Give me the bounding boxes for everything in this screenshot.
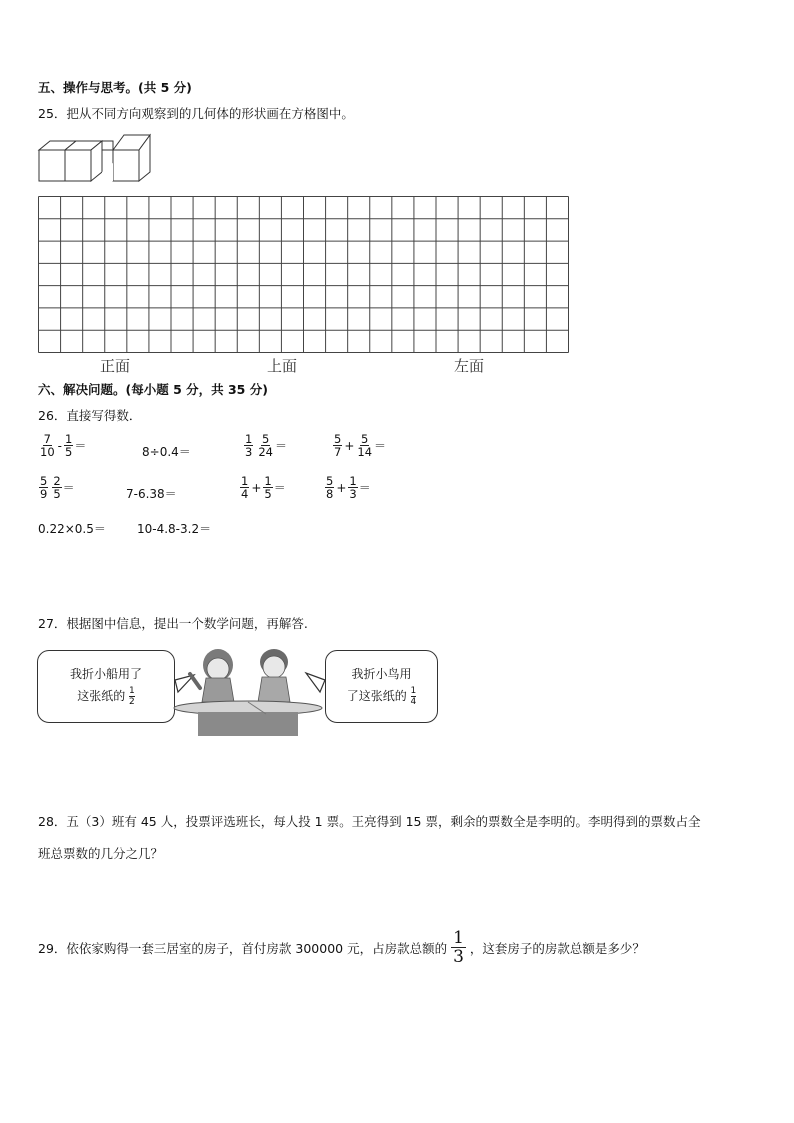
operator: -	[57, 438, 62, 453]
bubble-line	[326, 685, 437, 707]
fraction-numerator: 1	[129, 686, 135, 696]
equals-sign: ＝	[274, 439, 287, 454]
equals-sign: ＝	[74, 439, 87, 454]
fraction-denominator: 9	[40, 487, 48, 502]
expression-8	[324, 475, 371, 500]
operator: +	[251, 480, 262, 495]
operator: +	[344, 438, 355, 453]
fraction-denominator: 10	[40, 445, 55, 460]
fraction-denominator: 5	[64, 445, 73, 460]
fraction-denominator: 5	[264, 487, 272, 502]
fraction-numerator: 7	[43, 432, 51, 446]
fraction-denominator: 8	[326, 487, 334, 502]
bubble-line: 我折小船用了	[69, 667, 142, 681]
bubble-fraction	[129, 686, 135, 707]
expression-4	[332, 433, 386, 458]
fraction-denominator: 3	[245, 445, 253, 460]
fraction-denominator: 3	[349, 487, 357, 502]
section-five-title: 五、操作与思考。(共 5 分)	[38, 80, 192, 95]
fraction-denominator: 2	[129, 697, 135, 707]
fraction-numerator: 5	[326, 474, 334, 488]
fraction-numerator: 5	[334, 432, 342, 446]
speech-bubble-right	[325, 650, 438, 723]
expression-3	[243, 433, 287, 458]
bubble-text: 这张纸的	[77, 689, 126, 703]
section-six-title: 六、解决问题。(每小题 5 分，共 35 分)	[38, 382, 268, 397]
view-label-left: 左面	[454, 357, 485, 375]
fraction-numerator: 5	[261, 432, 270, 446]
question-28-line2: 班总票数的几分之几？	[38, 846, 164, 861]
fraction-numerator: 1	[410, 686, 417, 696]
equals-sign: ＝	[62, 481, 75, 496]
question-29-before: 29．依依家购得一套三居室的房子，首付房款 300000 元，占房款总额的	[38, 940, 448, 956]
cube-figure	[36, 132, 156, 186]
answer-grid[interactable]	[38, 196, 569, 353]
expression-7	[239, 475, 286, 500]
bubble-line	[38, 685, 174, 707]
fraction-numerator: 1	[245, 432, 253, 446]
fraction-numerator: 1	[241, 474, 249, 488]
expression-10: 10-4.8-3.2＝	[137, 522, 212, 536]
bubble-line: 我折小鸟用	[351, 667, 412, 681]
fraction-denominator: 5	[53, 487, 61, 502]
expression-9: 0.22×0.5＝	[38, 522, 106, 536]
view-label-front: 正面	[100, 357, 131, 375]
question-27-text: 27．根据图中信息，提出一个数学问题，再解答.	[38, 616, 308, 631]
question-28-line1: 28．五（3）班有 45 人，投票评选班长，每人投 1 票。王亮得到 15 票，剩余的票数全是李明的。李明得到的票数占全	[38, 814, 701, 829]
question-25-text: 25．把从不同方向观察到的几何体的形状画在方格图中。	[38, 106, 354, 121]
fraction-numerator: 1	[453, 928, 464, 948]
question-29-after: ，这套房子的房款总额是多少？	[469, 940, 645, 956]
fraction-denominator: 3	[453, 947, 464, 967]
bubble-text: 了这张纸的	[346, 689, 407, 703]
equals-sign: ＝	[273, 481, 286, 496]
question-29-fraction	[451, 929, 466, 966]
equals-sign: ＝	[358, 481, 371, 496]
fraction-numerator: 1	[264, 474, 272, 488]
expression-2: 8÷0.4＝	[142, 445, 191, 459]
expression-1	[38, 433, 86, 458]
fraction-numerator: 2	[53, 474, 61, 488]
question-26-text: 26．直接写得数．	[38, 408, 142, 423]
fraction-denominator: 14	[357, 445, 373, 460]
fraction-denominator: 4	[241, 487, 249, 502]
fraction-numerator: 1	[349, 474, 357, 488]
bubble-fraction	[411, 686, 417, 707]
children-illustration	[170, 640, 330, 738]
fraction-denominator: 4	[410, 697, 417, 707]
fraction-numerator: 5	[361, 432, 369, 446]
fraction-denominator: 24	[258, 445, 273, 460]
fraction-numerator: 1	[64, 432, 73, 446]
view-label-top: 上面	[267, 357, 298, 375]
equals-sign: ＝	[374, 439, 387, 454]
question-29-text	[38, 929, 645, 966]
speech-bubble-left	[37, 650, 175, 723]
operator: +	[336, 480, 347, 495]
fraction-numerator: 5	[40, 474, 48, 488]
expression-6: 7-6.38＝	[126, 487, 177, 501]
fraction-denominator: 7	[334, 445, 342, 460]
expression-5	[38, 475, 75, 500]
